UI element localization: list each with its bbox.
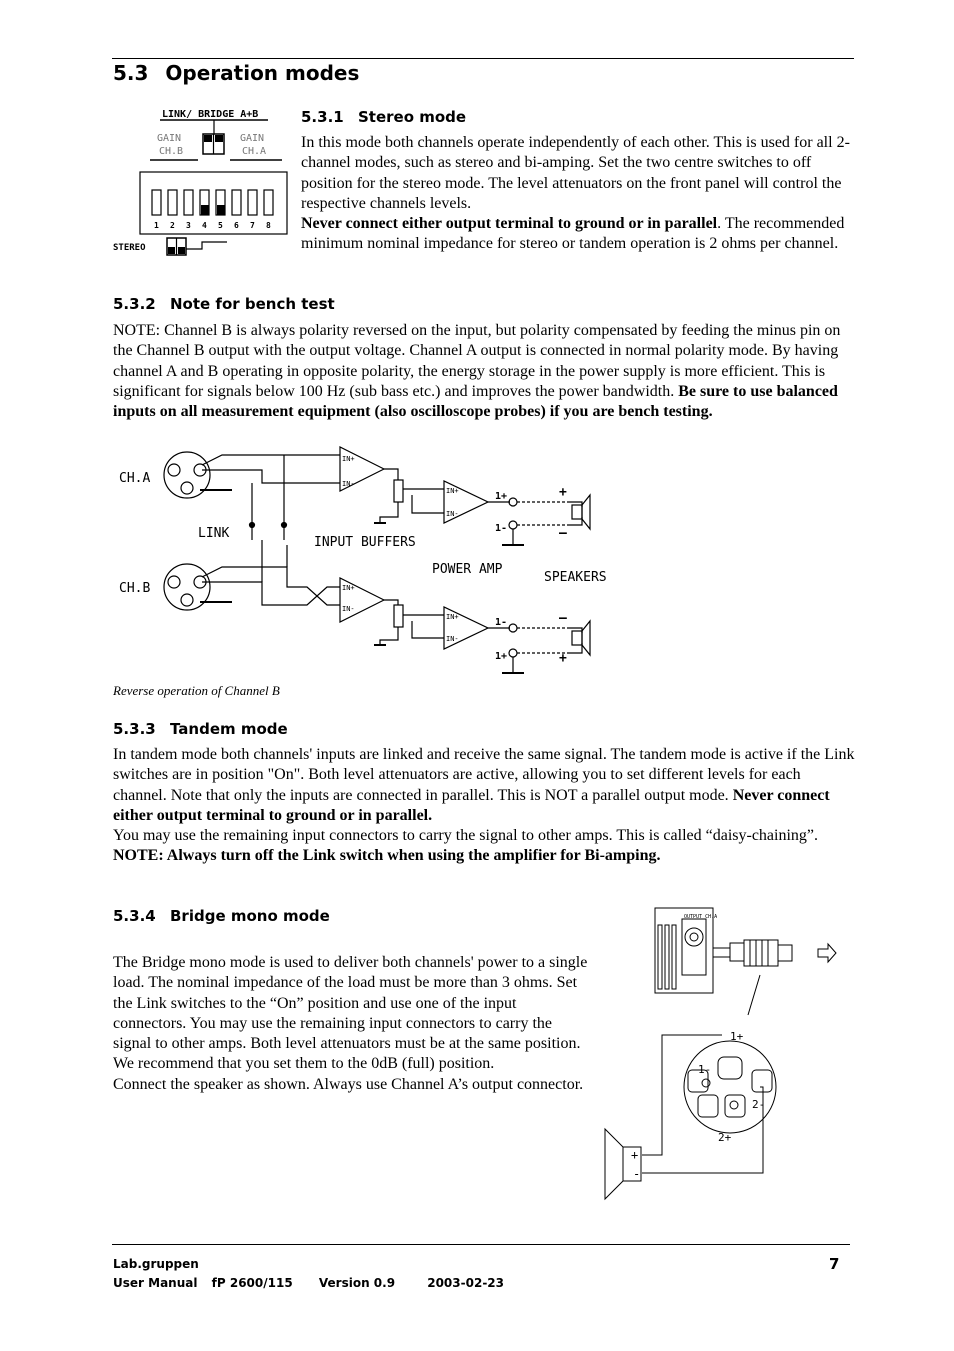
bridge-heading (113, 907, 330, 925)
switch-number-8: 8 (266, 221, 271, 230)
panel-label: OUTPUT CH.A (684, 914, 718, 920)
amp-a-in-plus: IN+ (446, 487, 459, 495)
out-a-1minus: 1- (495, 523, 508, 534)
bridge-paragraph: The Bridge mono mode is used to deliver both channels' power to a single load. The nominal impedance of the load must be more than 3 ohms. Set the Link switches to the “On” position and use one of the input connectors. You may use the remaining input connectors to carry the signal to other amps. Both level attenuators must be at the same position. We recommend that you set them to the 0dB (full) position. (113, 954, 588, 1073)
footer-info (113, 1276, 504, 1290)
tandem-bold: Never connect either output terminal to ground or in parallel. (113, 786, 830, 824)
out-b-1minus: 1- (495, 617, 508, 628)
bench-text: NOTE: Channel B is always polarity reversed on the input, but polarity compensated by feeding the minus pin on the Channel B output with the output voltage. Channel A output is connected in normal polarity mode. By having channel A and B operating in opposite polarity, the energy storage in the power supply is more efficient. This is significant for signals below 100 Hz (sub bass etc.) and improves the power bandwidth. (113, 322, 841, 400)
tandem-paragraph (113, 745, 855, 826)
power-amp-label: POWER AMP (432, 562, 503, 577)
bench-title: Note for bench test (170, 295, 335, 313)
stereo-warning-bold: Never connect either output terminal to ground or in parallel (301, 215, 718, 233)
stereo-warning (301, 214, 854, 255)
stereo-paragraph: In this mode both channels operate independently of each other. This is used for all 2-channel modes, such as stereo and bi-amping. Set the two centre switches to off position for the stereo mode. The level attenuators on the front panel will control the respective channels levels. (301, 134, 850, 212)
tandem-body (113, 745, 855, 867)
tandem-number: 5.3.3 (113, 720, 156, 738)
buffer-b-in-minus: IN- (342, 605, 355, 613)
spk-a-plus: + (559, 485, 567, 500)
switch-number-2: 2 (170, 221, 175, 230)
section-title: Operation modes (165, 61, 360, 85)
stereo-title: Stereo mode (358, 108, 467, 126)
stereo-label: STEREO (113, 243, 146, 253)
section-number: 5.3 (113, 61, 149, 85)
bench-number: 5.3.2 (113, 295, 156, 313)
link-label: LINK (198, 526, 230, 541)
chb-label: CH.B (119, 581, 151, 596)
stereo-heading (301, 108, 466, 126)
spk-a-minus: – (559, 526, 567, 541)
spk-b-plus: + (559, 651, 567, 666)
footer-page-number: 7 (829, 1255, 840, 1273)
switch-number-4: 4 (202, 221, 207, 230)
footer-rule (112, 1244, 850, 1245)
bench-bold: Be sure to use balanced inputs on all measurement equipment (also oscilloscope probes) if you are bench testing. (113, 382, 838, 421)
tandem-text: In tandem mode both channels' inputs are linked and receive the same signal. The tandem mode is active if the Link switches are in position "On". Both level attenuators are active, allowing you to set different levels for each channel. Note that only the inputs are connected in parallel. This is NOT a parallel output mode. (113, 746, 855, 804)
gain-chb-label-1: GAIN (157, 133, 182, 144)
bridge-number: 5.3.4 (113, 907, 156, 925)
circuit-caption: Reverse operation of Channel B (113, 683, 280, 698)
tandem-heading (113, 720, 288, 738)
gain-cha-label-1: GAIN (240, 133, 265, 144)
tandem-note: NOTE: Always turn off the Link switch when using the amplifier for Bi-amping. (113, 847, 661, 865)
footer-date: 2003-02-23 (427, 1276, 504, 1290)
bridge-figure (600, 905, 845, 1205)
switch-number-5: 5 (218, 221, 223, 230)
buffer-b-in-plus: IN+ (342, 584, 355, 592)
switch-number-3: 3 (186, 221, 191, 230)
section-heading (113, 61, 359, 85)
pin-2plus: 2+ (718, 1131, 732, 1144)
pin-1minus: 1- (698, 1063, 712, 1076)
footer-brand: Lab.gruppen (113, 1257, 199, 1271)
speakers-label: SPEAKERS (544, 570, 607, 585)
bridge-body (113, 953, 588, 1095)
bridge-connect-text: Connect the speaker as shown. Always use Channel A’s output connector. (113, 1075, 584, 1093)
top-rule (112, 58, 854, 59)
switch-number-1: 1 (154, 221, 159, 230)
stereo-body (301, 133, 854, 255)
out-a-1plus: 1+ (495, 491, 508, 502)
tandem-title: Tandem mode (170, 720, 288, 738)
bridge-title: Bridge mono mode (170, 907, 330, 925)
switch-number-7: 7 (250, 221, 255, 230)
footer-model: fP 2600/115 (211, 1276, 293, 1290)
amp-b-in-minus: IN- (446, 635, 459, 643)
buffer-a-in-minus: IN- (342, 480, 355, 488)
gain-chb-label-2: CH.B (159, 146, 184, 157)
dip-switch-figure (112, 104, 292, 264)
bench-heading (113, 295, 335, 313)
stereo-number: 5.3.1 (301, 108, 344, 126)
link-bridge-label: LINK/ BRIDGE A+B (162, 109, 259, 120)
spk-minus: - (633, 1167, 641, 1181)
input-buffers-label: INPUT BUFFERS (314, 535, 416, 550)
stereo-warning-rest: . The recommended minimum nominal impedance for stereo or tandem operation is 2 ohms per channel. (301, 215, 845, 253)
circuit-diagram (112, 445, 622, 680)
cha-label: CH.A (119, 471, 151, 486)
spk-b-minus: – (559, 611, 567, 626)
amp-b-in-plus: IN+ (446, 613, 459, 621)
pin-1plus: 1+ (730, 1030, 744, 1043)
bench-body (113, 321, 855, 422)
spk-plus: + (631, 1148, 639, 1162)
pin-2minus: 2- (752, 1098, 766, 1111)
switch-number-6: 6 (234, 221, 239, 230)
tandem-daisy-chain: You may use the remaining input connectors to carry the signal to other amps. This is called “daisy-chaining”. (113, 827, 819, 845)
footer-manual: User Manual (113, 1276, 198, 1290)
footer-version: Version 0.9 (318, 1276, 396, 1290)
amp-a-in-minus: IN- (446, 510, 459, 518)
out-b-1plus: 1+ (495, 651, 508, 662)
buffer-a-in-plus: IN+ (342, 455, 355, 463)
gain-cha-label-2: CH.A (242, 146, 267, 157)
